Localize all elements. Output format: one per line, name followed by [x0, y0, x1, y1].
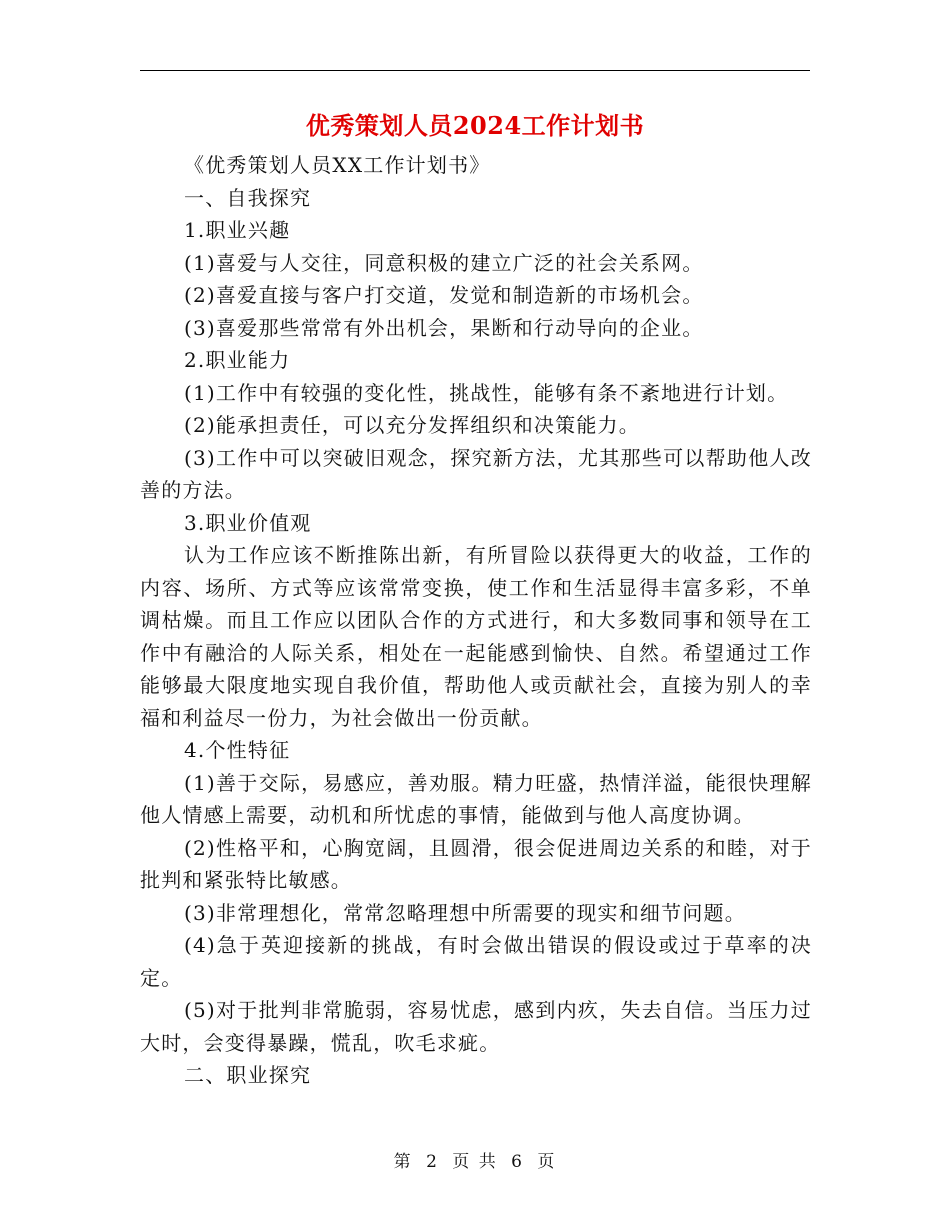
subsection-heading: 3.职业价值观	[184, 510, 312, 535]
header-rule	[140, 70, 810, 71]
list-item: (4)急于英迎接新的挑战，有时会做出错误的假设或过于草率的决定。	[140, 933, 812, 990]
footer-middle: 页 共	[452, 1152, 498, 1172]
footer-suffix: 页	[537, 1152, 557, 1172]
list-item: (3)喜爱那些常常有外出机会，果断和行动导向的企业。	[184, 315, 704, 340]
paragraph: 《优秀策划人员XX工作计划书》	[184, 153, 491, 177]
list-item: (2)喜爱直接与客户打交道，发觉和制造新的市场机会。	[184, 283, 704, 307]
footer-total-pages: 6	[511, 1152, 524, 1172]
list-item: (1)喜爱与人交往，同意积极的建立广泛的社会关系网。	[184, 250, 704, 275]
page-number-footer	[0, 1150, 950, 1174]
list-item: (2)能承担责任，可以充分发挥组织和决策能力。	[184, 413, 640, 437]
footer-current-page: 2	[426, 1152, 439, 1172]
subsection-heading: 4.个性特征	[184, 738, 291, 762]
paragraph: 认为工作应该不断推陈出新，有所冒险以获得更大的收益，工作的内容、场所、方式等应该常常变换，使工作和生活显得丰富多彩，不单调枯燥。而且工作应以团队合作的方式进行，和大多数同事和领导在工作中有融洽的人际关系，相处在一起能感到愉快、自然。希望通过工作能够最大限度地实现自我价值，帮助他人或贡献社会，直接为别人的幸福和利益尽一份力，为社会做出一份贡献。	[140, 543, 812, 730]
list-item: (1)工作中有较强的变化性，挑战性，能够有条不紊地进行计划。	[184, 380, 789, 405]
section-heading: 一、自我探究	[184, 185, 312, 210]
section-heading: 二、职业探究	[184, 1063, 312, 1087]
list-item: (5)对于批判非常脆弱，容易忧虑，感到内疚，失去自信。当压力过大时，会变得暴躁，慌乱，吹毛求疵。	[140, 998, 812, 1055]
document-body	[140, 149, 812, 1092]
list-item: (3)工作中可以突破旧观念，探究新方法，尤其那些可以帮助他人改善的方法。	[140, 445, 812, 502]
subsection-heading: 1.职业兴趣	[184, 218, 291, 242]
list-item: (3)非常理想化，常常忽略理想中所需要的现实和细节问题。	[184, 900, 746, 925]
footer-prefix: 第	[393, 1152, 413, 1172]
list-item: (2)性格平和，心胸宽阔，且圆滑，很会促进周边关系的和睦，对于批判和紧张特比敏感。	[140, 835, 812, 892]
subsection-heading: 2.职业能力	[184, 348, 291, 372]
document-title: 优秀策划人员2024工作计划书	[305, 111, 645, 140]
list-item: (1)善于交际，易感应，善劝服。精力旺盛，热情洋溢，能很快理解他人情感上需要，动机和所忧虑的事情，能做到与他人高度协调。	[140, 770, 812, 827]
